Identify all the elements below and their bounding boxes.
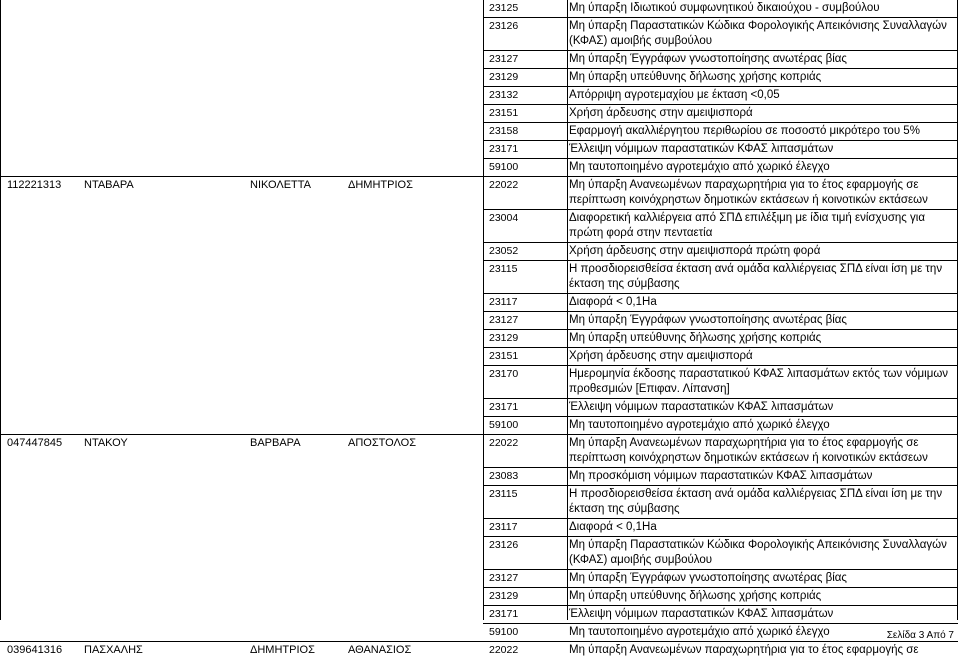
first-name-cell [246,570,344,588]
rejection-description-cell: Η προσδιορεισθείσα έκταση ανά ομάδα καλλιέργειας ΣΠΔ είναι ίση με την έκταση της σύμβασης [567,486,958,519]
first-name-cell [246,468,344,486]
rejection-description-cell: Η προσδιορεισθείσα έκταση ανά ομάδα καλλιέργειας ΣΠΔ είναι ίση με την έκταση της σύμβασης [567,261,958,294]
afm-cell: 112221313 [0,177,80,210]
table-row [0,312,958,330]
afm-cell [0,0,80,18]
first-name-cell [246,417,344,435]
afm-cell [0,123,80,141]
afm-cell [0,294,80,312]
afm-cell [0,330,80,348]
rejection-code-cell: 23129 [483,69,567,87]
table-row [0,519,958,537]
rejection-code-cell: 23083 [483,468,567,486]
first-name-cell [246,0,344,18]
rejection-description-cell: Μη προσκόμιση νόμιμων παραστατικών ΚΦΑΣ λιπασμάτων [567,468,958,486]
afm-cell [0,399,80,417]
table-row [0,0,958,18]
father-name-cell [344,69,483,87]
rejection-code-cell: 23127 [483,570,567,588]
father-name-cell [344,624,483,642]
surname-cell [80,210,246,243]
rejection-description-cell: Έλλειψη νόμιμων παραστατικών ΚΦΑΣ λιπασμάτων [567,606,958,624]
surname-cell [80,0,246,18]
rejection-description-cell: Μη ύπαρξη Παραστατικών Κώδικα Φορολογικής Απεικόνισης Συναλλαγών (ΚΦΑΣ) αμοιβής συμβούλου [567,537,958,570]
afm-cell [0,486,80,519]
father-name-cell [344,105,483,123]
surname-cell [80,141,246,159]
table-row [0,105,958,123]
table-row [0,468,958,486]
surname-cell [80,330,246,348]
afm-cell: 039641316 [0,642,80,659]
rejection-code-cell: 59100 [483,624,567,642]
rejection-code-cell: 23117 [483,519,567,537]
first-name-cell [246,588,344,606]
father-name-cell [344,417,483,435]
rejection-description-cell: Μη ύπαρξη Ανανεωμένων παραχωρητήρια για το έτος εφαρμογής σε περίπτωση κοινόχρηστων δημοτικών εκτάσεων ή κοινοτικών εκτάσεων [567,435,958,468]
rejection-description-cell: Χρήση άρδευσης στην αμειψισπορά [567,105,958,123]
rejection-code-cell: 23125 [483,0,567,18]
afm-cell [0,261,80,294]
table-row [0,159,958,177]
rejection-description-cell: Μη ταυτοποιημένο αγροτεμάχιο από χωρικό έλεγχο [567,624,958,642]
surname-cell [80,570,246,588]
afm-cell [0,606,80,624]
table-row [0,417,958,435]
afm-cell [0,468,80,486]
rejection-description-cell: Μη ύπαρξη υπεύθυνης δήλωσης χρήσης κοπριάς [567,330,958,348]
afm-cell [0,210,80,243]
column-divider-code [483,0,484,620]
table-row [0,18,958,51]
surname-cell [80,468,246,486]
father-name-cell [344,606,483,624]
rejection-code-cell: 23127 [483,312,567,330]
rejection-code-cell: 23117 [483,294,567,312]
surname-cell [80,366,246,399]
afm-cell [0,312,80,330]
father-name-cell [344,51,483,69]
afm-cell [0,18,80,51]
father-name-cell [344,0,483,18]
first-name-cell [246,348,344,366]
rejection-description-cell: Μη ύπαρξη Ανανεωμένων παραχωρητήρια για το έτος εφαρμογής σε περίπτωση κοινόχρηστων δημοτικών εκτάσεων ή κοινοτικών εκτάσεων [567,177,958,210]
rejection-code-cell: 23170 [483,366,567,399]
father-name-cell [344,366,483,399]
surname-cell [80,486,246,519]
column-divider-right [957,0,958,620]
afm-cell [0,519,80,537]
column-divider-desc [567,0,568,620]
table-row [0,642,958,659]
afm-cell [0,243,80,261]
rejection-description-cell: Χρήση άρδευσης στην αμειψισπορά [567,348,958,366]
table-row [0,537,958,570]
surname-cell [80,348,246,366]
first-name-cell [246,123,344,141]
table-row [0,330,958,348]
rejection-code-cell: 23158 [483,123,567,141]
first-name-cell [246,366,344,399]
first-name-cell [246,141,344,159]
table-row [0,624,958,642]
rejection-description-cell: Μη ταυτοποιημένο αγροτεμάχιο από χωρικό έλεγχο [567,159,958,177]
surname-cell [80,624,246,642]
father-name-cell [344,210,483,243]
page-number: Σελίδα 3 Από 7 [887,630,954,641]
rejection-description-cell: Διαφορά < 0,1Ha [567,519,958,537]
surname-cell [80,243,246,261]
table-row [0,141,958,159]
table-row [0,435,958,468]
first-name-cell [246,105,344,123]
table-row [0,51,958,69]
surname-cell [80,417,246,435]
first-name-cell: ΔΗΜΗΤΡΙΟΣ [246,642,344,659]
father-name-cell [344,588,483,606]
surname-cell [80,261,246,294]
father-name-cell [344,87,483,105]
table-row [0,261,958,294]
rejection-code-cell: 22022 [483,435,567,468]
first-name-cell [246,210,344,243]
father-name-cell [344,159,483,177]
afm-cell [0,51,80,69]
afm-cell [0,69,80,87]
rejection-description-cell: Μη ύπαρξη Έγγράφων γνωστοποίησης ανωτέρας βίας [567,570,958,588]
first-name-cell: ΒΑΡΒΑΡΑ [246,435,344,468]
rejection-code-cell: 23126 [483,537,567,570]
first-name-cell [246,159,344,177]
rejection-code-cell: 23129 [483,588,567,606]
surname-cell [80,399,246,417]
first-name-cell [246,624,344,642]
rejection-code-cell: 23132 [483,87,567,105]
father-name-cell [344,243,483,261]
surname-cell [80,537,246,570]
afm-cell [0,537,80,570]
rejection-description-cell: Μη ύπαρξη υπεύθυνης δήλωσης χρήσης κοπριάς [567,588,958,606]
column-divider-afm [0,0,1,620]
table-row [0,87,958,105]
first-name-cell [246,294,344,312]
father-name-cell [344,18,483,51]
rejection-description-cell: Μη ταυτοποιημένο αγροτεμάχιο από χωρικό έλεγχο [567,417,958,435]
rejection-description-cell: Διαφορά < 0,1Ha [567,294,958,312]
surname-cell [80,69,246,87]
rejection-code-cell: 23115 [483,486,567,519]
father-name-cell [344,294,483,312]
rejection-code-cell: 23171 [483,141,567,159]
table-row [0,486,958,519]
rejection-description-cell: Μη ύπαρξη Ανανεωμένων παραχωρητήρια για το έτος εφαρμογής σε [567,642,958,659]
surname-cell [80,87,246,105]
table-row [0,399,958,417]
father-name-cell [344,537,483,570]
surname-cell [80,519,246,537]
afm-cell [0,105,80,123]
afm-cell [0,87,80,105]
father-name-cell [344,519,483,537]
first-name-cell [246,537,344,570]
afm-cell: 047447845 [0,435,80,468]
table-row [0,606,958,624]
surname-cell [80,294,246,312]
afm-cell [0,570,80,588]
father-name-cell: ΑΘΑΝΑΣΙΟΣ [344,642,483,659]
surname-cell [80,18,246,51]
surname-cell [80,312,246,330]
father-name-cell [344,486,483,519]
afm-cell [0,417,80,435]
rejection-code-cell: 23151 [483,105,567,123]
surname-cell [80,105,246,123]
rejection-description-cell: Μη ύπαρξη Έγγράφων γνωστοποίησης ανωτέρας βίας [567,51,958,69]
first-name-cell [246,399,344,417]
rejection-code-cell: 23115 [483,261,567,294]
first-name-cell [246,606,344,624]
table-row [0,570,958,588]
rejection-code-cell: 23052 [483,243,567,261]
rejection-code-cell: 23129 [483,330,567,348]
rejection-code-cell: 23127 [483,51,567,69]
first-name-cell: ΝΙΚΟΛΕΤΤΑ [246,177,344,210]
father-name-cell [344,312,483,330]
first-name-cell [246,69,344,87]
table-row [0,294,958,312]
surname-cell [80,123,246,141]
surname-cell [80,606,246,624]
first-name-cell [246,261,344,294]
rejection-code-cell: 59100 [483,417,567,435]
rejection-description-cell: Μη ύπαρξη Παραστατικών Κώδικα Φορολογικής Απεικόνισης Συναλλαγών (ΚΦΑΣ) αμοιβής συμβούλου [567,18,958,51]
rejection-code-cell: 59100 [483,159,567,177]
father-name-cell [344,399,483,417]
afm-cell [0,141,80,159]
surname-cell [80,51,246,69]
rejection-code-cell: 23004 [483,210,567,243]
father-name-cell [344,141,483,159]
rejection-description-cell: Μη ύπαρξη Ιδιωτικού συμφωνητικού δικαιούχου - συμβούλου [567,0,958,18]
rejection-description-cell: Μη ύπαρξη Έγγράφων γνωστοποίησης ανωτέρας βίας [567,312,958,330]
rejection-code-cell: 23151 [483,348,567,366]
first-name-cell [246,87,344,105]
table-row [0,177,958,210]
table-row [0,243,958,261]
table-row [0,123,958,141]
father-name-cell [344,468,483,486]
father-name-cell: ΔΗΜΗΤΡΙΟΣ [344,177,483,210]
afm-cell [0,159,80,177]
rejection-description-cell: Απόρριψη αγροτεμαχίου με έκταση <0,05 [567,87,958,105]
surname-cell: ΝΤΑΚΟΥ [80,435,246,468]
afm-cell [0,348,80,366]
table-row [0,69,958,87]
rejection-code-cell: 22022 [483,642,567,659]
table-row [0,348,958,366]
first-name-cell [246,18,344,51]
first-name-cell [246,312,344,330]
table-row [0,588,958,606]
surname-cell: ΝΤΑΒΑΡΑ [80,177,246,210]
rejection-code-cell: 23171 [483,606,567,624]
father-name-cell [344,570,483,588]
surname-cell [80,159,246,177]
rejection-code-cell: 23126 [483,18,567,51]
table-row [0,366,958,399]
afm-cell [0,624,80,642]
first-name-cell [246,486,344,519]
father-name-cell [344,330,483,348]
rejection-description-cell: Ημερομηνία έκδοσης παραστατικού ΚΦΑΣ λιπασμάτων εκτός των νόμιμων προθεσμιών [Επιφαν. Λίπανση] [567,366,958,399]
afm-cell [0,588,80,606]
first-name-cell [246,330,344,348]
rejection-code-cell: 23171 [483,399,567,417]
first-name-cell [246,243,344,261]
father-name-cell: ΑΠΟΣΤΟΛΟΣ [344,435,483,468]
rejection-code-cell: 22022 [483,177,567,210]
surname-cell: ΠΑΣΧΑΛΗΣ [80,642,246,659]
rejection-description-cell: Μη ύπαρξη υπεύθυνης δήλωσης χρήσης κοπριάς [567,69,958,87]
father-name-cell [344,348,483,366]
rejection-description-cell: Εφαρμογή ακαλλιέργητου περιθωρίου σε ποσοστό μικρότερο του 5% [567,123,958,141]
father-name-cell [344,123,483,141]
rejection-description-cell: Χρήση άρδευσης στην αμειψισπορά πρώτη φορά [567,243,958,261]
rejection-description-cell: Έλλειψη νόμιμων παραστατικών ΚΦΑΣ λιπασμάτων [567,141,958,159]
father-name-cell [344,261,483,294]
first-name-cell [246,51,344,69]
rejection-description-cell: Διαφορετική καλλιέργεια από ΣΠΔ επιλέξιμη με ίδια τιμή ενίσχυσης για πρώτη φορά στην πενταετία [567,210,958,243]
rejection-description-cell: Έλλειψη νόμιμων παραστατικών ΚΦΑΣ λιπασμάτων [567,399,958,417]
first-name-cell [246,519,344,537]
table-row [0,210,958,243]
surname-cell [80,588,246,606]
afm-cell [0,366,80,399]
